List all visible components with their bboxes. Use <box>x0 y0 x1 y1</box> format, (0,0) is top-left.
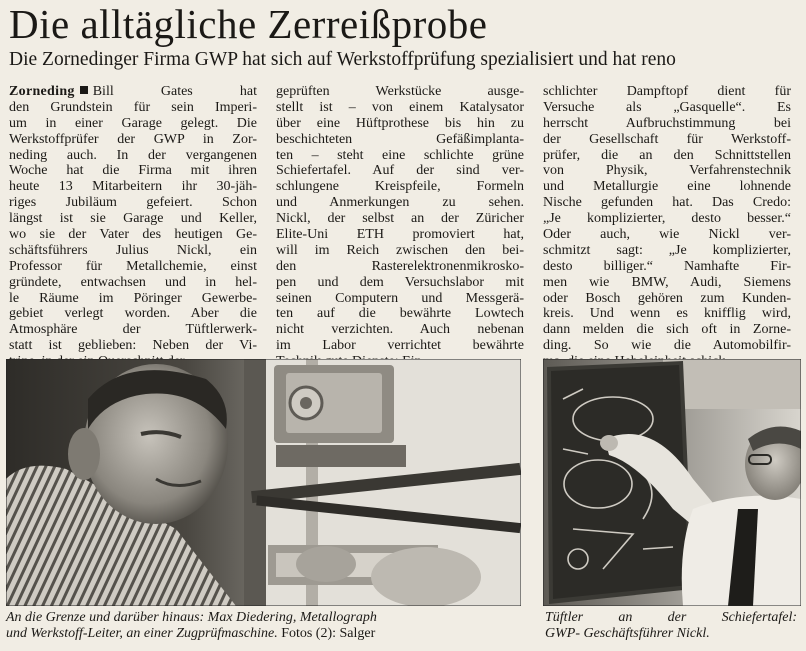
article-column-2 <box>276 84 524 370</box>
bullet-icon <box>80 86 88 94</box>
article-column-2-line-10: Elite-Uni ETH promoviert hat, <box>276 227 524 243</box>
article-column-2-line-14: seinen Computern und Messgerä- <box>276 290 524 306</box>
article-column-3-line-4: der Gesellschaft für Werkstoff- <box>543 131 791 147</box>
article-column-2-line-17: im Labor verrichtet bewährte <box>276 338 524 354</box>
article-column-1-line-11: schäftsführers Julius Nickl, ein <box>9 242 257 258</box>
article-column-1-line-3: um in einer Garage gelegt. Die <box>9 115 257 131</box>
article-column-2-line-11: will im Reich zwischen den bei- <box>276 242 524 258</box>
article-column-2-line-15: ten auf die bewährte Lowtech <box>276 306 524 322</box>
article-column-1-line-1 <box>9 84 257 100</box>
article-column-2-line-12: den Rasterelektronenmikrosko- <box>276 258 524 274</box>
article-column-3-line-17: ding. So wie die Automobilfir- <box>543 338 791 354</box>
article-column-3-line-10: Oder auch, wie Nickl ver- <box>543 227 791 243</box>
article-column-3-line-1: schlichter Dampftopf dient für <box>543 84 791 99</box>
article-column-2-line-7: schlungene Kreispfeile, Formeln <box>276 179 524 195</box>
article-column-1-line-6: Woche hat die Firma mit ihren <box>9 163 257 179</box>
article-column-3-line-7: und Metallurgie eine lohnende <box>543 179 791 195</box>
column-1-line-1-text: Bill Gates hat <box>92 84 257 99</box>
article-column-3-line-2: Versuche als „Gasquelle“. Es <box>543 99 791 115</box>
article-column-2-line-6: Schiefertafel. Auf der sind ver- <box>276 163 524 179</box>
article-column-2-line-9: Nickl, der selbst an der Züricher <box>276 211 524 227</box>
article-subheadline: Die Zornedinger Firma GWP hat sich auf Werkstoffprüfung spezialisiert und hat reno <box>9 49 676 70</box>
article-column-1-line-2: den Grundstein für sein Imperi- <box>9 99 257 115</box>
article-column-2-line-3: über eine Hüftprothese bis hin zu <box>276 115 524 131</box>
article-column-2-line-13: pen und dem Versuchslabor mit <box>276 274 524 290</box>
article-column-2-line-4: beschichteten Gefäßimplanta- <box>276 131 524 147</box>
article-column-3-line-16: dann melden die sich oft in Zorne- <box>543 322 791 338</box>
photo-chalkboard-image <box>543 359 801 606</box>
article-column-3 <box>543 84 791 370</box>
article-column-1-line-16: Atmosphäre der Tüftlerwerk- <box>9 322 257 338</box>
article-column-1-line-7: heute 13 Mitarbeitern ihr 30-jäh- <box>9 179 257 195</box>
article-column-1-line-8: riges Jubiläum gefeiert. Schon <box>9 195 257 211</box>
article-column-1-line-9: längst ist sie Garage und Keller, <box>9 211 257 227</box>
caption-right-line-1: Tüftler an der Schiefertafel: <box>545 610 797 625</box>
photo-tensile-testing-machine-image <box>6 359 521 606</box>
article-column-3-line-3: herrscht Aufbruchstimmung bei <box>543 115 791 131</box>
article-column-1-line-4: Werkstoffprüfer der GWP in Zor- <box>9 131 257 147</box>
article-column-1-line-17: statt ist geblieben: Neben der Vi- <box>9 338 257 354</box>
article-column-2-line-5: ten – steht eine schlichte grüne <box>276 147 524 163</box>
caption-left-line-1: An die Grenze und darüber hinaus: Max Diedering, Metallograph <box>6 610 377 625</box>
dateline: Zorneding <box>9 84 75 99</box>
article-headline: Die alltägliche Zerreißprobe <box>9 1 488 47</box>
article-column-1-line-13: gründete, entwachsen und in hel- <box>9 274 257 290</box>
article-column-3-line-11: schmitzt sagt: „Je komplizierter, <box>543 242 791 258</box>
article-column-3-line-6: von Physik, Verfahrenstechnik <box>543 163 791 179</box>
article-column-3-line-8: Nische gefunden hat. Das Credo: <box>543 195 791 211</box>
article-column-1-line-14: le Räume im Pöringer Gewerbe- <box>9 290 257 306</box>
article-column-1-line-5: neding auch. In der vergangenen <box>9 147 257 163</box>
caption-left <box>6 610 377 641</box>
article-column-3-line-5: prüfer, die an den Schnittstellen <box>543 147 791 163</box>
article-column-2-line-16: nicht verzichten. Auch nebenan <box>276 322 524 338</box>
article-column-3-line-15: kreis. Und wenn es knifflig wird, <box>543 306 791 322</box>
article-column-3-line-9: „Je komplizierter, desto besser.“ <box>543 211 791 227</box>
photo-credit: Fotos (2): Salger <box>281 625 376 641</box>
caption-right <box>545 610 797 641</box>
article-column-3-line-14: oder Bosch gehören zum Kunden- <box>543 290 791 306</box>
photo-chalkboard <box>543 359 801 606</box>
article-column-2-line-8: und Anmerkungen zu sehen. <box>276 195 524 211</box>
article-column-1-line-12: Professor für Metallchemie, einst <box>9 258 257 274</box>
caption-right-line-2: GWP- Geschäftsführer Nickl. <box>545 625 710 641</box>
caption-left-line-2: und Werkstoff-Leiter, an einer Zugprüfmaschine. <box>6 625 278 641</box>
article-column-1 <box>9 84 257 370</box>
article-column-3-line-12: desto billiger.“ Namhafte Fir- <box>543 258 791 274</box>
article-column-2-line-2: stellt ist – von einem Katalysator <box>276 99 524 115</box>
article-column-3-line-13: men wie BMW, Audi, Siemens <box>543 274 791 290</box>
photo-tensile-testing-machine <box>6 359 521 606</box>
article-column-1-line-10: wo sie der Vater des heutigen Ge- <box>9 227 257 243</box>
article-column-1-line-15: gebiet verlegt worden. Aber die <box>9 306 257 322</box>
article-column-2-line-1: geprüften Werkstücke ausge- <box>276 84 524 99</box>
